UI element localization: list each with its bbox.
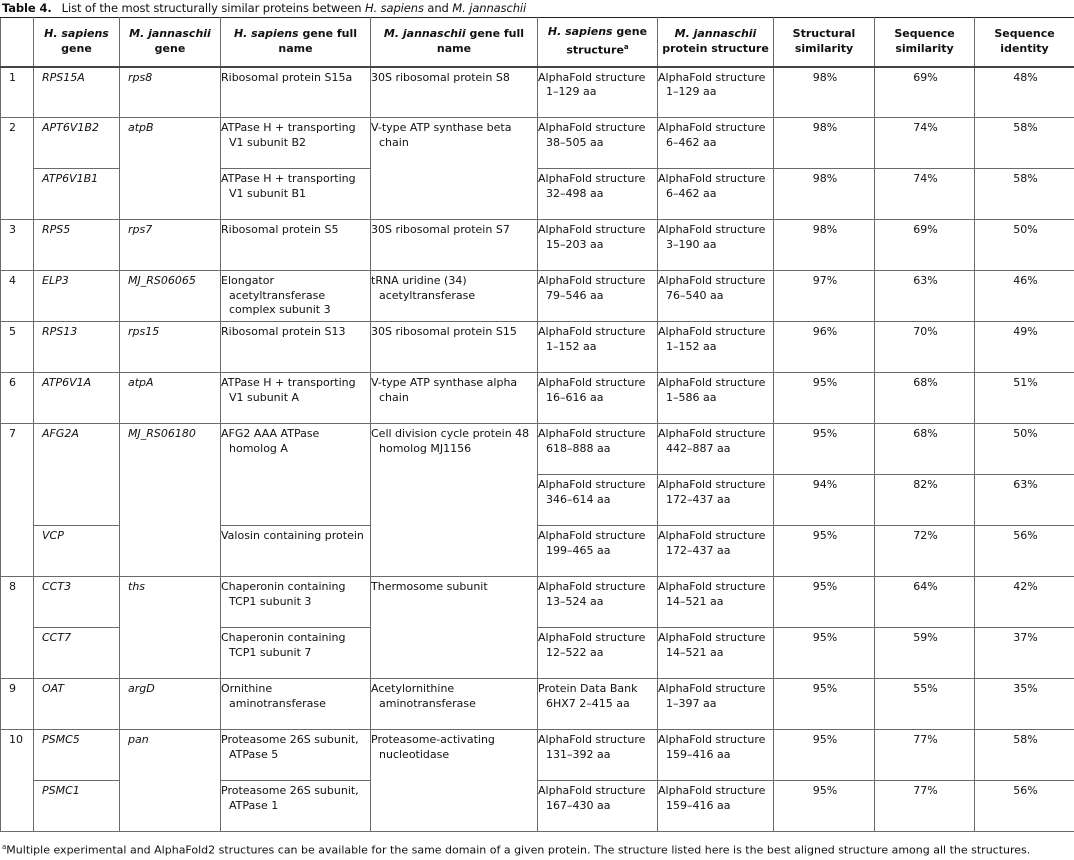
mj-name: 30S ribosomal protein S7 [371, 220, 538, 271]
mj-structure: AlphaFold structure 3–190 aa [658, 220, 774, 271]
table-caption: Table 4. List of the most structurally similar proteins between H. sapiens and M. jannaschii [2, 1, 527, 15]
header-sequence-similarity: Sequence similarity [875, 18, 975, 67]
table-row [1, 730, 1074, 781]
hs-structure: AlphaFold structure 16–616 aa [538, 373, 658, 424]
hs-structure: AlphaFold structure 32–498 aa [538, 169, 658, 220]
hs-name: ATPase H + transporting V1 subunit A [221, 373, 371, 424]
mj-structure: AlphaFold structure 1–397 aa [658, 679, 774, 730]
footnote-marker: a [2, 843, 7, 851]
mj-gene: atpB [120, 118, 221, 220]
structural-similarity: 95% [774, 373, 875, 424]
mj-structure: AlphaFold structure 6–462 aa [658, 169, 774, 220]
mj-name: Acetylornithine aminotransferase [371, 679, 538, 730]
hs-gene: RPS13 [34, 322, 120, 373]
sequence-similarity: 77% [875, 781, 975, 832]
sequence-similarity: 68% [875, 424, 975, 475]
mj-name: Proteasome-activating nucleotidase [371, 730, 538, 832]
structural-similarity: 95% [774, 781, 875, 832]
hs-structure: AlphaFold structure 131–392 aa [538, 730, 658, 781]
hs-name: Ribosomal protein S13 [221, 322, 371, 373]
hs-structure: AlphaFold structure 38–505 aa [538, 118, 658, 169]
header-structural-similarity: Structural similarity [774, 18, 875, 67]
mj-structure: AlphaFold structure 172–437 aa [658, 526, 774, 577]
hs-gene: VCP [34, 526, 120, 577]
structural-similarity: 97% [774, 271, 875, 322]
sequence-identity: 35% [975, 679, 1074, 730]
hs-structure: AlphaFold structure 15–203 aa [538, 220, 658, 271]
hs-name: ATPase H + transporting V1 subunit B1 [221, 169, 371, 220]
sequence-identity: 46% [975, 271, 1074, 322]
hs-name: Ornithine aminotransferase [221, 679, 371, 730]
hs-name: Ribosomal protein S15a [221, 67, 371, 118]
hs-structure: AlphaFold structure 346–614 aa [538, 475, 658, 526]
row-index: 10 [1, 730, 34, 832]
structural-similarity: 95% [774, 628, 875, 679]
row-index: 6 [1, 373, 34, 424]
table-row [1, 271, 1074, 322]
mj-structure: AlphaFold structure 159–416 aa [658, 781, 774, 832]
structural-similarity: 95% [774, 577, 875, 628]
hs-structure: AlphaFold structure 79–546 aa [538, 271, 658, 322]
hs-name: Ribosomal protein S5 [221, 220, 371, 271]
mj-name: V-type ATP synthase alpha chain [371, 373, 538, 424]
mj-name: 30S ribosomal protein S8 [371, 67, 538, 118]
sequence-similarity: 64% [875, 577, 975, 628]
mj-gene: pan [120, 730, 221, 832]
mj-name: V-type ATP synthase beta chain [371, 118, 538, 220]
hs-gene: APT6V1B2 [34, 118, 120, 169]
sequence-identity: 51% [975, 373, 1074, 424]
sequence-identity: 56% [975, 781, 1074, 832]
hs-gene: CCT3 [34, 577, 120, 628]
mj-gene: MJ_RS06065 [120, 271, 221, 322]
structural-similarity: 98% [774, 220, 875, 271]
sequence-identity: 50% [975, 220, 1074, 271]
mj-gene: atpA [120, 373, 221, 424]
hs-structure: Protein Data Bank 6HX7 2–415 aa [538, 679, 658, 730]
hs-name: ATPase H + transporting V1 subunit B2 [221, 118, 371, 169]
structural-similarity: 95% [774, 424, 875, 475]
mj-structure: AlphaFold structure 172–437 aa [658, 475, 774, 526]
table-row [1, 424, 1074, 475]
structural-similarity: 95% [774, 730, 875, 781]
sequence-identity: 58% [975, 169, 1074, 220]
header-hs-gene: H. sapiens gene [34, 18, 120, 67]
mj-name: Thermosome subunit [371, 577, 538, 679]
hs-gene: ATP6V1B1 [34, 169, 120, 220]
mj-structure: AlphaFold structure 14–521 aa [658, 628, 774, 679]
structural-similarity: 96% [774, 322, 875, 373]
row-index: 5 [1, 322, 34, 373]
sequence-similarity: 72% [875, 526, 975, 577]
mj-gene: argD [120, 679, 221, 730]
header-index [1, 18, 34, 67]
hs-name: AFG2 AAA ATPase homolog A [221, 424, 371, 526]
hs-structure: AlphaFold structure 1–152 aa [538, 322, 658, 373]
mj-gene: MJ_RS06180 [120, 424, 221, 577]
table-row [1, 322, 1074, 373]
sequence-identity: 42% [975, 577, 1074, 628]
mj-structure: AlphaFold structure 14–521 aa [658, 577, 774, 628]
hs-name: Valosin containing protein [221, 526, 371, 577]
hs-gene: ATP6V1A [34, 373, 120, 424]
hs-structure: AlphaFold structure 13–524 aa [538, 577, 658, 628]
table-footnote [2, 843, 1030, 857]
mj-structure: AlphaFold structure 76–540 aa [658, 271, 774, 322]
sequence-similarity: 82% [875, 475, 975, 526]
mj-structure: AlphaFold structure 159–416 aa [658, 730, 774, 781]
hs-structure: AlphaFold structure 12–522 aa [538, 628, 658, 679]
mj-gene: rps7 [120, 220, 221, 271]
row-index: 4 [1, 271, 34, 322]
hs-gene: RPS5 [34, 220, 120, 271]
header-row [1, 18, 1074, 67]
table-label: Table 4. [2, 1, 52, 15]
mj-structure: AlphaFold structure 1–586 aa [658, 373, 774, 424]
row-index: 9 [1, 679, 34, 730]
hs-name: Proteasome 26S subunit, ATPase 5 [221, 730, 371, 781]
sequence-identity: 63% [975, 475, 1074, 526]
structural-similarity: 98% [774, 118, 875, 169]
header-mj-name: M. jannaschii gene full name [371, 18, 538, 67]
sequence-identity: 58% [975, 118, 1074, 169]
sequence-identity: 50% [975, 424, 1074, 475]
hs-name: Chaperonin containing TCP1 subunit 3 [221, 577, 371, 628]
header-mj-structure: M. jannaschii protein structure [658, 18, 774, 67]
sequence-identity: 58% [975, 730, 1074, 781]
header-sequence-identity: Sequence identity [975, 18, 1074, 67]
hs-structure: AlphaFold structure 167–430 aa [538, 781, 658, 832]
structural-similarity: 95% [774, 526, 875, 577]
row-index: 8 [1, 577, 34, 679]
row-index: 3 [1, 220, 34, 271]
sequence-similarity: 74% [875, 118, 975, 169]
sequence-similarity: 63% [875, 271, 975, 322]
structural-similarity: 98% [774, 169, 875, 220]
sequence-similarity: 74% [875, 169, 975, 220]
mj-structure: AlphaFold structure 1–152 aa [658, 322, 774, 373]
table-row [1, 577, 1074, 628]
hs-structure: AlphaFold structure 618–888 aa [538, 424, 658, 475]
footnote-text: Multiple experimental and AlphaFold2 structures can be available for the same domain of a given protein. The structure listed here is the best aligned structure among all the structures. [6, 843, 1031, 857]
hs-gene: PSMC1 [34, 781, 120, 832]
table-row [1, 679, 1074, 730]
sequence-identity: 48% [975, 67, 1074, 118]
sequence-similarity: 59% [875, 628, 975, 679]
sequence-similarity: 77% [875, 730, 975, 781]
table-row [1, 220, 1074, 271]
hs-gene: OAT [34, 679, 120, 730]
sequence-similarity: 68% [875, 373, 975, 424]
mj-gene: rps15 [120, 322, 221, 373]
hs-structure: AlphaFold structure 199–465 aa [538, 526, 658, 577]
sequence-identity: 49% [975, 322, 1074, 373]
header-hs-name: H. sapiens gene full name [221, 18, 371, 67]
mj-structure: AlphaFold structure 1–129 aa [658, 67, 774, 118]
mj-structure: AlphaFold structure 442–887 aa [658, 424, 774, 475]
structural-similarity: 98% [774, 67, 875, 118]
sequence-similarity: 70% [875, 322, 975, 373]
sequence-identity: 37% [975, 628, 1074, 679]
mj-structure: AlphaFold structure 6–462 aa [658, 118, 774, 169]
header-hs-structure: H. sapiens gene structure$^a$ [538, 18, 658, 67]
mj-name: 30S ribosomal protein S15 [371, 322, 538, 373]
mj-name: Cell division cycle protein 48 homolog MJ1156 [371, 424, 538, 577]
hs-name: Elongator acetyltransferase complex subunit 3 [221, 271, 371, 322]
table-row [1, 118, 1074, 169]
hs-gene: AFG2A [34, 424, 120, 526]
similarity-table [0, 17, 1074, 832]
hs-gene: ELP3 [34, 271, 120, 322]
sequence-similarity: 69% [875, 67, 975, 118]
hs-gene: PSMC5 [34, 730, 120, 781]
structural-similarity: 95% [774, 679, 875, 730]
mj-gene: ths [120, 577, 221, 679]
mj-name: tRNA uridine (34) acetyltransferase [371, 271, 538, 322]
structural-similarity: 94% [774, 475, 875, 526]
row-index: 1 [1, 67, 34, 118]
hs-name: Proteasome 26S subunit, ATPase 1 [221, 781, 371, 832]
hs-structure: AlphaFold structure 1–129 aa [538, 67, 658, 118]
mj-gene: rps8 [120, 67, 221, 118]
hs-gene: CCT7 [34, 628, 120, 679]
header-mj-gene: M. jannaschii gene [120, 18, 221, 67]
sequence-identity: 56% [975, 526, 1074, 577]
table-row [1, 373, 1074, 424]
sequence-similarity: 69% [875, 220, 975, 271]
hs-gene: RPS15A [34, 67, 120, 118]
hs-name: Chaperonin containing TCP1 subunit 7 [221, 628, 371, 679]
row-index: 7 [1, 424, 34, 577]
sequence-similarity: 55% [875, 679, 975, 730]
row-index: 2 [1, 118, 34, 220]
table-row [1, 67, 1074, 118]
